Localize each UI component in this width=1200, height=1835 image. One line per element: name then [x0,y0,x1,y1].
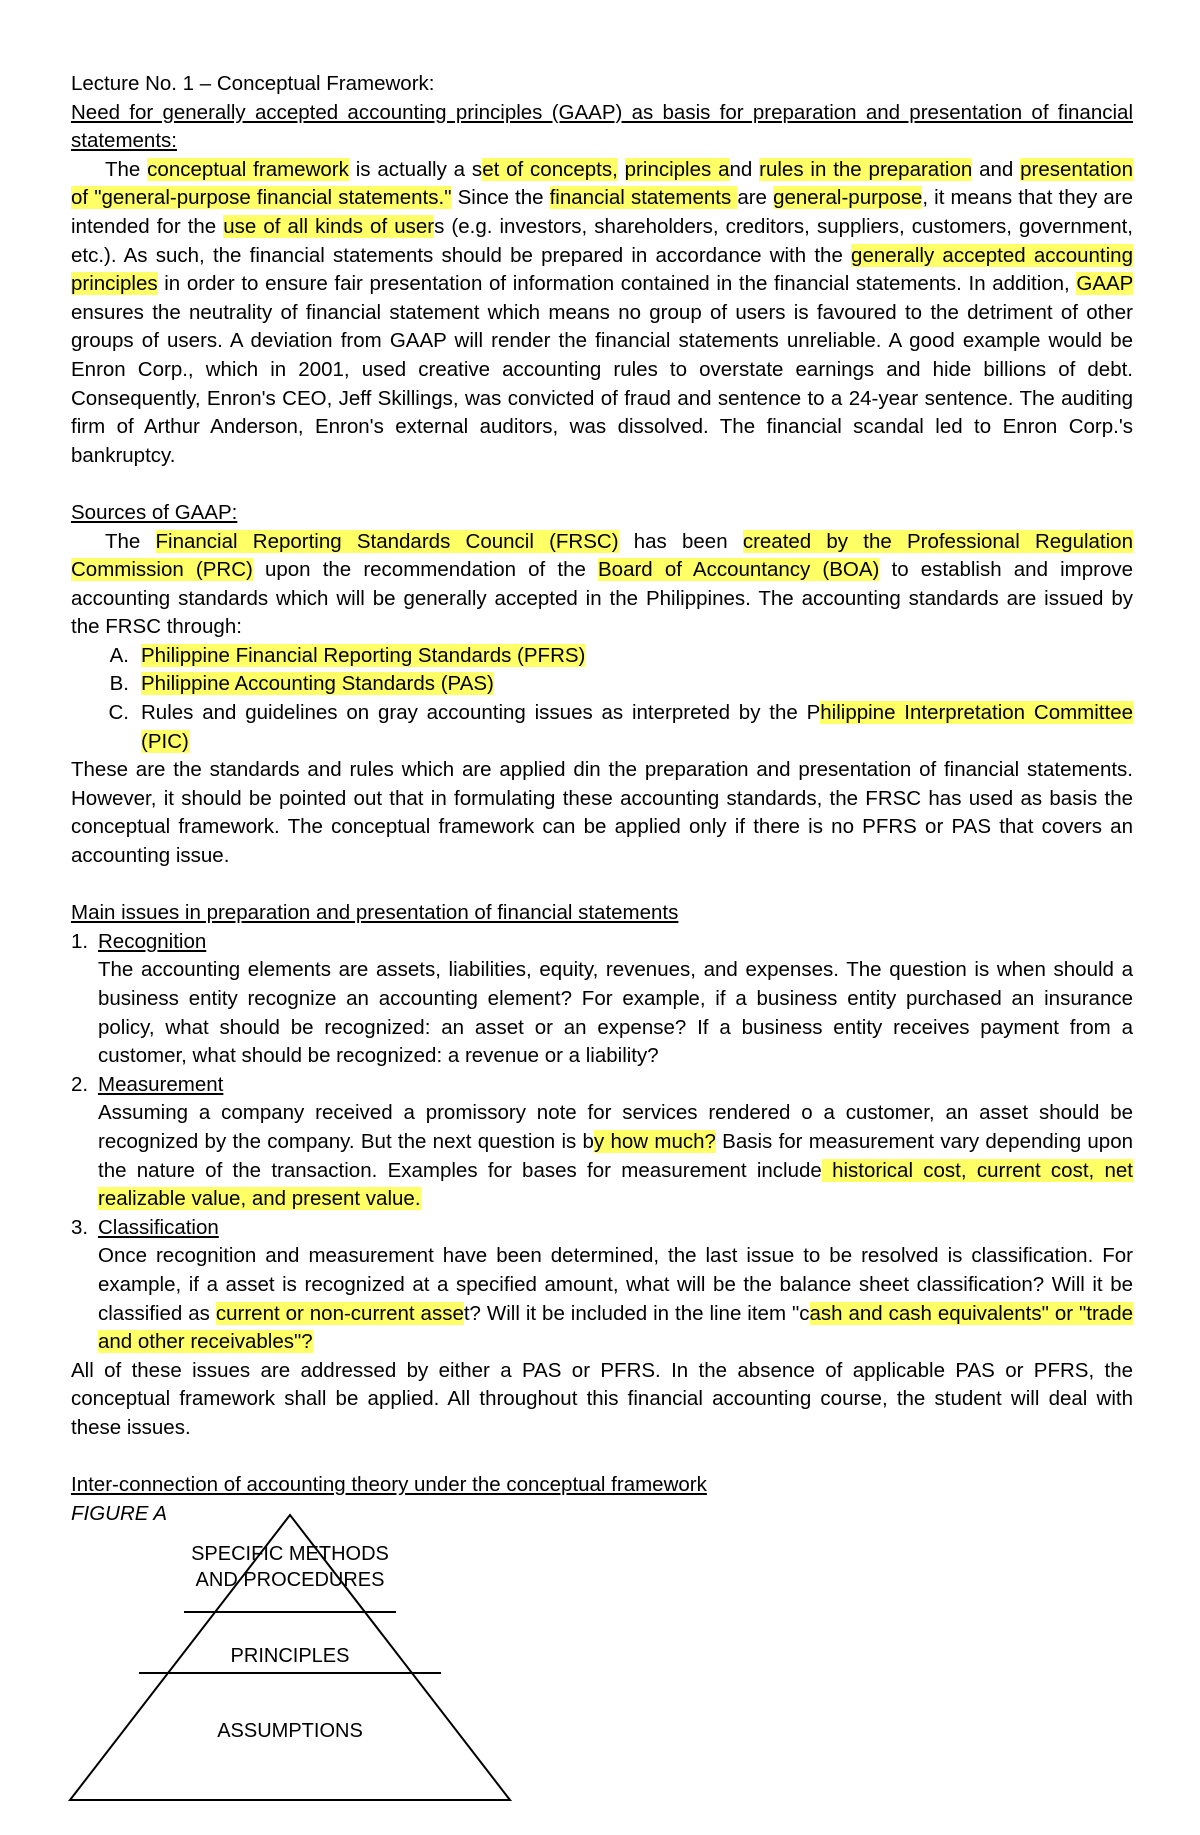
lecture-title: Lecture No. 1 – Conceptual Framework: [71,72,435,95]
highlight: et of concepts, [482,157,618,181]
highlight: financial statements [549,186,738,210]
standards-list [71,642,1133,756]
document-content [71,70,1133,1528]
section-heading-main-issues: Main issues in preparation and presentation of financial statements [71,901,679,925]
list-item: C. Rules and guidelines on gray accounting issues as interpreted by the Philippine Interpretation Committee (PIC) [108,701,1133,753]
section-heading-gaap-need: Need for generally accepted accounting principles (GAAP) as basis for preparation and presentation of financial statements: [71,100,1133,153]
pyramid-diagram [0,1500,520,1810]
pyramid-label-principles: PRINCIPLES [230,1645,350,1667]
highlight: Philippine Financial Reporting Standards (PFRS) [141,643,586,667]
highlight: generally accepted accounting principles [71,243,1133,296]
highlight: ash and cash equivalents" or "trade and other receivables"? [98,1301,1133,1354]
list-item: 3. Classification [71,1214,1133,1243]
highlight: rules in the preparation [759,157,973,181]
pyramid-label-methods-line1: SPECIFIC METHODS [191,1543,389,1565]
list-item: 2. Measurement [71,1071,1133,1100]
highlight: principles a [624,157,730,181]
paragraph-conceptual-framework: The conceptual framework is actually a set of concepts, principles and rules in the preparation and presentation of "general-purpose financial statements." Since the financial statements are general-purpose, it means that they are intended for the use of all kinds of users (e.g. investors, shareholders, creditors, suppliers, customers, government, etc.). As such, the financial statements should be prepared in accordance with the generally accepted accounting principles in order to ensure fair presentation of information contained in the financial statements. In addition, GAAP ensures the neutrality of financial statement which means no group of users is favoured to the detriment of other groups of users. A deviation from GAAP will render the financial statements unreliable. A good example would be Enron Corp., which in 2001, used creative accounting rules to overstate earnings and hide billions of debt. Consequently, Enron's CEO, Jeff Skillings, was convicted of fraud and sentence to a 24-year sentence. The auditing firm of Arthur Anderson, Enron's external auditors, was dissolved. The financial scandal led to Enron Corp.'s bankruptcy. [71,157,1134,467]
issues-list [71,928,1133,1357]
highlight: y how much? [593,1129,716,1153]
issue-title-recognition: Recognition [98,929,207,953]
section-heading-interconnection: Inter-connection of accounting theory under the conceptual framework [71,1473,707,1497]
highlight: general-purpose [773,186,923,210]
paragraph-frsc: The Financial Reporting Standards Council (FRSC) has been created by the Professional Regulation Commission (PRC) upon the recommendation of the Board of Accountancy (BOA) to establish and improve accounting standards which will be generally accepted in the Philippines. The accounting standards are issued by the FRSC through: [71,529,1134,639]
issue-title-measurement: Measurement [98,1072,224,1096]
highlight: GAAP [1076,272,1133,296]
issue-body-classification: Once recognition and measurement have been determined, the last issue to be resolved is classification. For example, if a asset is recognized at a specified amount, what will be the balance sheet classification? Will it be classified as current or non-current asset? Will it be included in the line item "cash and cash equivalents" or "trade and other receivables"? [98,1244,1133,1354]
issue-title-classification: Classification [98,1215,219,1239]
highlight: use of all kinds of user [223,214,435,238]
list-item: B. Philippine Accounting Standards (PAS) [109,672,494,696]
list-item: 1. Recognition [71,928,1133,957]
highlight: presentation of "general-purpose financial statements." [71,157,1133,210]
issue-body-recognition: The accounting elements are assets, liabilities, equity, revenues, and expenses. The question is when should a business entity recognize an accounting element? For example, if a business entity purchased an insurance policy, what should be recognized: an asset or an expense? If a business entity receives payment from a customer, what should be recognized: a revenue or a liability? [98,958,1133,1068]
highlight: created by the Professional Regulation Commission (PRC) [71,529,1133,582]
highlight: Financial Reporting Standards Council (FRSC) [155,529,619,553]
issue-body-measurement: Assuming a company received a promissory note for services rendered o a customer, an asset should be recognized by the company. But the next question is by how much? Basis for measurement vary depending upon the nature of the transaction. Examples for bases for measurement include historical cost, current cost, net realizable value, and present value. [98,1101,1134,1211]
paragraph-standards-closing: These are the standards and rules which are applied din the preparation and presentation of financial statements. However, it should be pointed out that in formulating these accounting standards, the FRSC has used as basis the conceptual framework. The conceptual framework can be applied only if there is no PFRS or PAS that covers an accounting issue. [71,758,1133,868]
highlight: hilippine Interpretation Committee (PIC) [141,701,1133,753]
highlight: Philippine Accounting Standards (PAS) [141,672,494,696]
highlight: conceptual framework [147,157,349,181]
pyramid-label-methods-line2: AND PROCEDURES [195,1569,385,1591]
highlight: current or non-current asse [215,1301,464,1325]
list-item: A. Philippine Financial Reporting Standards (PFRS) [109,643,586,667]
highlight: historical cost, current cost, net realizable value, and present value. [98,1158,1133,1211]
figure-label: FIGURE A [71,1501,168,1525]
paragraph-issues-closing: All of these issues are addressed by either a PAS or PFRS. In the absence of applicable PAS or PFRS, the conceptual framework shall be applied. All throughout this financial accounting course, the student will deal with these issues. [71,1358,1133,1439]
highlight: Board of Accountancy (BOA) [598,558,880,582]
pyramid-label-assumptions: ASSUMPTIONS [217,1720,363,1742]
section-heading-sources-of-gaap: Sources of GAAP: [71,500,238,524]
